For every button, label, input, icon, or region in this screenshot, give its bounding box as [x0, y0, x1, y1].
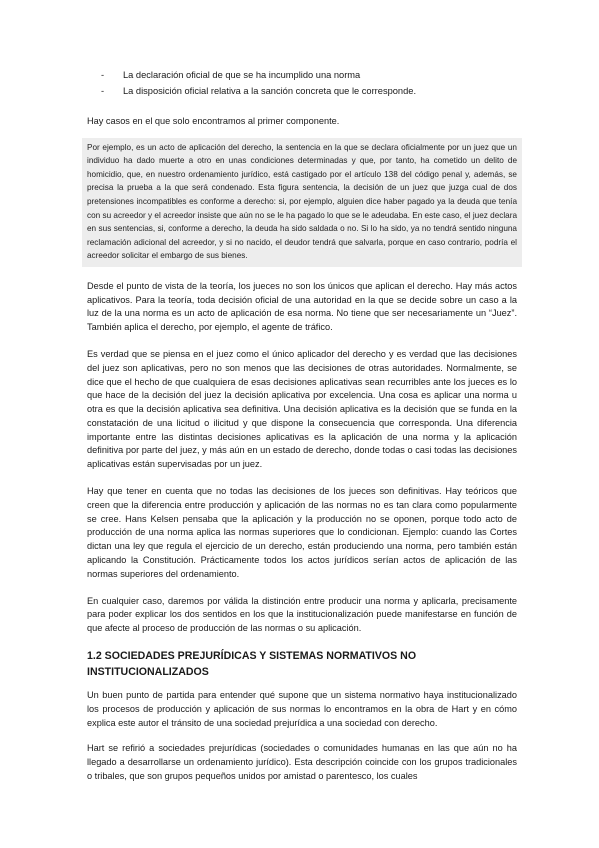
- list-item: [87, 84, 517, 100]
- bullet-dash: -: [101, 70, 105, 80]
- body-paragraph: En cualquier caso, daremos por válida la distinción entre producir una norma y aplicarla, precisamente para poder explicar los dos sentidos en los que la institucionalización puede manifestarse en función de que afecte al proceso de producción de las normas o su aplicación.: [87, 595, 517, 634]
- body-paragraph: Es verdad que se piensa en el juez como el único aplicador del derecho y es verdad que las decisiones del juez son aplicativas, pero no son menos que las decisiones de otras autoridades. Normalmente, se dice que el hecho de que cualquiera de esas decisiones aplicativas sean recurribles ante los jueces es lo que hace de la decisión del juez la decisión aplicativa por excelencia. Una cosa es aplicar una norma u otra es que la decisión aplicativa sea definitiva. Una decisión aplicativa es la decisión que se funda en la constatación de una licitud o ilicitud y que dispone la consecuencia que corresponda. Una diferencia importante entre las distintas decisiones aplicativas es la aplicación de una norma y la aplicación definitiva por parte del juez, y más aún en un estado de derecho, donde todas o casi todas las decisiones aplicativas están supervisadas por un juez.: [87, 348, 517, 470]
- bullet-text: La declaración oficial de que se ha incumplido una norma: [123, 70, 361, 80]
- intro-paragraph: Hay casos en el que solo encontramos al primer componente.: [87, 116, 340, 126]
- example-box: [82, 138, 522, 267]
- body-paragraph: Hart se refirió a sociedades prejurídicas (sociedades o comunidades humanas en las que aún no ha llegado a desarrollarse un ordenamiento jurídico). Esta descripción coincide con los grupos tradicionales o tribales, que son grupos pequeños unidos por amistad o parentesco, los cuales: [87, 743, 517, 782]
- section-heading: 1.2 SOCIEDADES PREJURÍDICAS Y SISTEMAS NORMATIVOS NO INSTITUCIONALIZADOS: [87, 650, 417, 679]
- body-paragraph: Un buen punto de partida para entender qué supone que un sistema normativo haya institucionalizado los procesos de producción y aplicación de sus normas lo encontramos en la obra de Hart y en cómo explica este autor el tránsito de una sociedad prejurídica a una sociedad con derecho.: [87, 690, 517, 728]
- list-item: [87, 68, 517, 84]
- body-paragraph: Hay que tener en cuenta que no todas las decisiones de los jueces son definitivas. Hay teóricos que creen que la diferencia entre producción y aplicación de las normas no es tan clara como popularmente se cree. Hans Kelsen pensaba que la aplicación y la producción no se oponen, porque todo acto de producción de una norma aplica las normas superiores que lo condicionan. Ejemplo: cuando las Cortes dictan una ley que regula el ejercicio de un derecho, están produciendo una norma, pero también están aplicando la Constitución. Prácticamente todos los actos jurídicos serían actos de aplicación de las normas superiores del ordenamiento.: [87, 486, 517, 579]
- bullet-list: [87, 68, 517, 99]
- example-text: Por ejemplo, es un acto de aplicación del derecho, la sentencia en la que se declara oficialmente por un juez que un individuo ha dado muerte a otro en unas condiciones determinadas y que, por tanto, ha cometido un delito de homicidio, que, en nuestro ordenamiento jurídico, está castigado por el artículo 138 del código penal y, además, se precisa la prueba a la que será condenado. Esta figura sentencia, la decisión de un juez que juzga cual de dos pretensiones incompatibles es conforme a derecho: si, por ejemplo, alguien dice haber pagado ya la deuda que tenía con su acreedor y el acreedor insiste que aún no se le ha pagado lo que se le adeudaba. En este caso, el juez declara en sus sentencias, si, conforme a derecho, la deuda ha sido saldada o no. Si lo ha sido, ya no tendrá sentido ninguna reclamación adicional del acreedor, y si no nacido, el deudor tendrá que salvarla, porque en caso contrario, podría el acreedor solicitar el embargo de sus bienes.: [87, 142, 517, 261]
- bullet-text: La disposición oficial relativa a la sanción concreta que le corresponde.: [123, 85, 417, 96]
- body-paragraph: Desde el punto de vista de la teoría, los jueces no son los únicos que aplican el derecho. Hay más actos aplicativos. Para la teoría, toda decisión oficial de una autoridad en la que se decide sobre un caso a la luz de la una norma es un acto de aplicación de esa norma. No tiene que ser necesariamente un “Juez”. También aplica el derecho, por ejemplo, el agente de tráfico.: [87, 280, 517, 333]
- page-content: [87, 68, 517, 784]
- bullet-dash: -: [101, 85, 105, 96]
